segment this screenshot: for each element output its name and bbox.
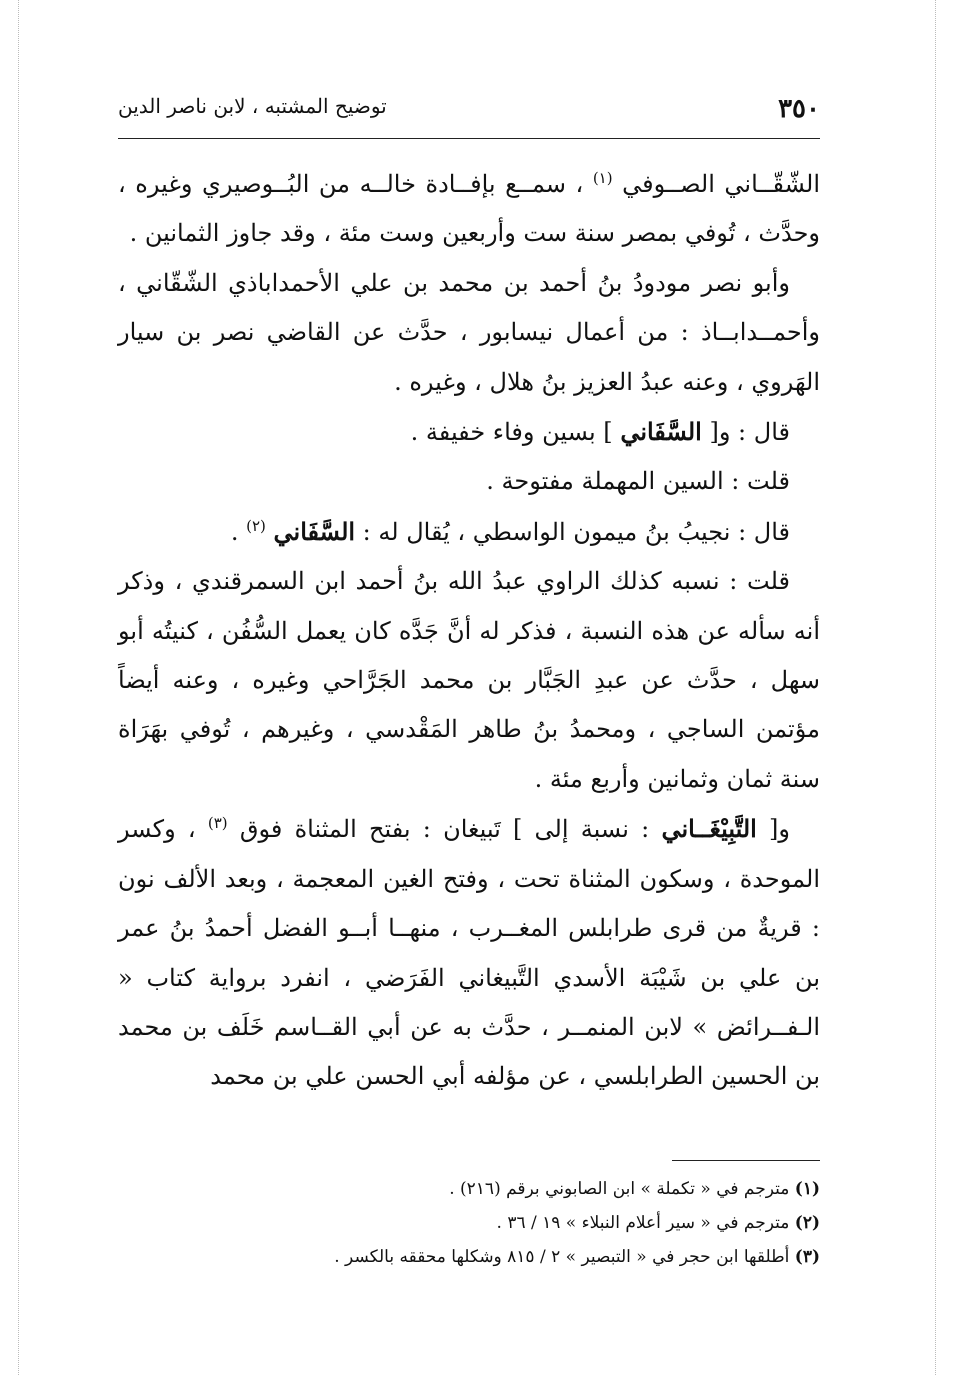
paragraph-text: وأبو نصر مودودُ بنُ أحمد بن محمد بن علي الأحمداباذي الشّقّاني ، وأحمــدابــاذ : من أعمال نيسابور ، حدَّث عن القاضي نصر بن سيار الهَروي ، وعنه عبدُ العزيز بنُ هلال ، وغيره . xyxy=(118,268,820,396)
entry-term: التَّبِيْغَــاني xyxy=(661,814,757,844)
header-divider xyxy=(118,138,820,139)
paragraph-text: ، سمــع بإفــادة خالــه من البُــوصيري وغيره ، وحدَّث ، تُوفي بمصر سنة ست وأربعين وست مئة ، وقد جاوز الثمانين . xyxy=(118,170,820,248)
paragraph-7 xyxy=(118,804,820,1101)
paragraph-2 xyxy=(118,259,820,407)
footnote-text: مترجم في « تكملة » ابن الصابوني برقم (٢١٦) . xyxy=(449,1179,795,1199)
scan-guide-line-right xyxy=(935,0,936,1375)
scan-guide-line-left xyxy=(18,0,19,1375)
entry-term: السَّفَاني xyxy=(273,516,356,546)
footnote-ref: (٢) xyxy=(246,516,266,535)
paragraph-text: ] بسين وفاء خفيفة . xyxy=(410,418,613,447)
footnote-1 xyxy=(118,1172,820,1206)
paragraph-1 xyxy=(118,160,820,259)
paragraph-text: الشّقّــاني الصــوفي xyxy=(612,170,820,198)
footnote-number: (٣) xyxy=(794,1247,820,1267)
paragraph-4 xyxy=(118,457,820,506)
main-text xyxy=(118,160,820,1102)
footnote-number: (٢) xyxy=(794,1213,820,1233)
footnote-ref: (١) xyxy=(592,169,613,187)
footnotes xyxy=(118,1172,820,1274)
footnote-number: (١) xyxy=(794,1179,820,1199)
paragraph-text: و[ xyxy=(756,815,790,844)
paragraph-text: قلت : السين المهملة مفتوحة . xyxy=(486,467,790,496)
page-number: ٣٥٠ xyxy=(778,94,820,124)
footnote-text: أطلقها ابن حجر في « التبصير » ٢ / ٨١٥ وشكلها محققه بالكسر . xyxy=(334,1247,795,1267)
page-header xyxy=(118,80,820,124)
paragraph-text: ، وكسر الموحدة ، وسكون المثناة تحت ، وفتح الغين المعجمة ، وبعد الألف نون : قريةٌ من قرى طرابلس المغــرب ، منهــا أبــو الفضل أحمدُ بنُ عمر بن علي بن شَيْبَة الأسدي التَّبيغاني الفَرَضي ، انفرد برواية كتاب « الـفــرائض » لابن المنمــر ، حدَّث به عن أبي القــاسم خَلَف بن محمد بن الحسين الطرابلسي ، عن مؤلفه أبي الحسن علي بن محمد xyxy=(118,815,820,1091)
paragraph-text: : نسبة إلى ] تَبيغان : بفتح المثناة فوق xyxy=(239,815,650,844)
paragraph-text: . xyxy=(230,517,239,546)
running-title: توضيح المشتبه ، لابن ناصر الدين xyxy=(118,94,387,118)
paragraph-3 xyxy=(118,407,820,457)
paragraph-text: قال : نجيبُ بنُ ميمون الواسطي ، يُقال له : xyxy=(355,517,790,546)
paragraph-text: قلت : نسبه كذلك الراوي عبدُ الله بنُ أحمد ابن السمرقندي ، وذكر أنه سأله عن هذه النسبة ، فذكر له أنَّ جَدَّه كان يعمل السُّفُن ، كنيتُه أبو سهل ، حدَّث عن عبدِ الجَبَّار بن محمد الجَرَّاحي وغيره ، وعنه أيضاً مؤتمن الساجي ، ومحمدُ بنُ طاهر المَقْدسي ، وغيرهم ، تُوفي بهَرَاة سنة ثمان وثمانين وأربع مئة . xyxy=(118,567,821,793)
paragraph-text: قال : و[ xyxy=(701,418,790,447)
footnote-3 xyxy=(118,1240,820,1274)
footnote-text: مترجم في « سير أعلام النبلاء » ١٩ / ٣٦ . xyxy=(496,1213,795,1233)
footnote-2 xyxy=(118,1206,820,1240)
footnote-ref: (٣) xyxy=(207,814,228,833)
entry-term: السَّفَاني xyxy=(620,417,702,447)
footnote-divider xyxy=(672,1160,820,1161)
paragraph-5 xyxy=(118,507,820,557)
paragraph-6 xyxy=(118,557,820,804)
